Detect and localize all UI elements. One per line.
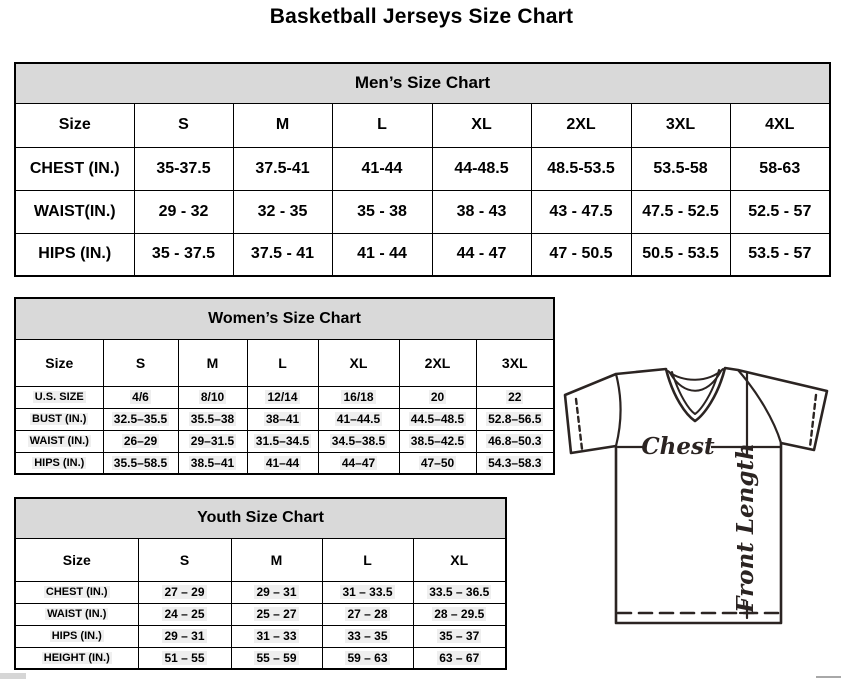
youth-col-size: Size <box>15 538 138 581</box>
row-label <box>15 452 103 474</box>
size-value-cell <box>476 430 554 452</box>
size-value: 44–47 <box>341 455 376 470</box>
youth-size-table <box>14 497 507 670</box>
size-value: 25 – 27 <box>256 607 297 621</box>
size-value-cell <box>399 452 476 474</box>
size-value: 32.5–35.5 <box>113 412 168 426</box>
size-value-cell <box>138 603 231 625</box>
size-value-cell: 53.5-58 <box>631 147 730 190</box>
size-value: 47–50 <box>420 455 455 470</box>
row-label <box>15 625 138 647</box>
size-value-cell <box>138 625 231 647</box>
size-value-cell: 44 - 47 <box>432 233 531 276</box>
size-value: 4/6 <box>132 390 149 404</box>
chest-label: Chest <box>641 433 715 460</box>
row-label <box>15 408 103 430</box>
womens-col-m: M <box>178 339 247 386</box>
size-value-cell <box>247 386 318 408</box>
size-value: 26–29 <box>123 434 158 448</box>
ui-fragment-bottom-left <box>0 673 26 679</box>
size-value-cell <box>178 386 247 408</box>
womens-col-s: S <box>103 339 178 386</box>
size-value: 29 – 31 <box>256 585 297 599</box>
jersey-measurement-diagram <box>555 355 843 635</box>
size-value: 27 – 29 <box>164 585 205 599</box>
mens-size-table <box>14 62 831 277</box>
size-value: 52.8–56.5 <box>488 412 542 426</box>
womens-col-2xl: 2XL <box>399 339 476 386</box>
size-value-cell <box>231 581 322 603</box>
mens-col-2xl: 2XL <box>531 103 631 147</box>
youth-table-title: Youth Size Chart <box>15 498 506 538</box>
size-value-cell <box>103 452 178 474</box>
size-value-cell <box>138 647 231 669</box>
size-value: 29 – 31 <box>164 629 205 643</box>
youth-col-m: M <box>231 538 322 581</box>
size-value: 31.5–34.5 <box>255 434 310 448</box>
mens-col-xl: XL <box>432 103 531 147</box>
womens-waist-row <box>15 430 554 452</box>
size-value-cell <box>318 408 399 430</box>
size-value-cell <box>322 625 413 647</box>
womens-col-size: Size <box>15 339 103 386</box>
row-label <box>15 581 138 603</box>
collar-back-line <box>668 369 723 380</box>
size-value: 55 – 59 <box>256 650 297 665</box>
womens-col-3xl: 3XL <box>476 339 554 386</box>
row-label <box>15 603 138 625</box>
mens-col-s: S <box>134 103 233 147</box>
size-value-cell: 35 - 38 <box>332 190 432 233</box>
size-value-cell <box>413 603 506 625</box>
size-value: 31 – 33 <box>256 629 297 643</box>
size-value-cell: 52.5 - 57 <box>730 190 830 233</box>
size-value-cell <box>413 647 506 669</box>
size-value-cell <box>399 408 476 430</box>
womens-col-xl: XL <box>318 339 399 386</box>
size-value: 31 – 33.5 <box>342 585 393 599</box>
size-value: 12/14 <box>267 390 298 404</box>
size-value-cell: 38 - 43 <box>432 190 531 233</box>
size-value-cell <box>399 430 476 452</box>
row-label <box>15 430 103 452</box>
youth-table-header <box>15 498 506 538</box>
size-value-cell <box>322 603 413 625</box>
size-value-cell: 43 - 47.5 <box>531 190 631 233</box>
size-value-cell <box>178 452 247 474</box>
youth-hips-row <box>15 625 506 647</box>
size-value: 38.5–41 <box>190 455 235 470</box>
size-value: 44.5–48.5 <box>410 412 465 426</box>
size-value: 46.8–50.3 <box>488 434 542 448</box>
mens-chest-row <box>15 147 830 190</box>
size-value-cell: 29 - 32 <box>134 190 233 233</box>
size-value-cell <box>103 386 178 408</box>
size-value-cell: 53.5 - 57 <box>730 233 830 276</box>
womens-hips-row <box>15 452 554 474</box>
mens-col-m: M <box>233 103 332 147</box>
size-value-cell <box>399 386 476 408</box>
size-value-cell: 58-63 <box>730 147 830 190</box>
row-label-text: HIPS (IN.) <box>51 630 102 642</box>
row-label-text: CHEST (IN.) <box>45 586 108 598</box>
youth-column-header-row <box>15 538 506 581</box>
size-value: 63 – 67 <box>439 650 480 665</box>
mens-column-header-row <box>15 103 830 147</box>
size-value-cell <box>178 408 247 430</box>
row-label-text: WAIST (IN.) <box>29 435 89 447</box>
womens-table-header <box>15 298 554 339</box>
size-value: 41–44.5 <box>336 412 381 426</box>
size-value-cell: 47 - 50.5 <box>531 233 631 276</box>
size-value: 22 <box>508 390 522 404</box>
mens-table-title: Men’s Size Chart <box>15 63 830 103</box>
size-value-cell <box>318 430 399 452</box>
youth-waist-row <box>15 603 506 625</box>
mens-hips-row <box>15 233 830 276</box>
row-label-text: HEIGHT (IN.) <box>43 651 110 664</box>
size-value-cell <box>138 581 231 603</box>
youth-col-s: S <box>138 538 231 581</box>
size-value-cell: 48.5-53.5 <box>531 147 631 190</box>
youth-col-xl: XL <box>413 538 506 581</box>
size-value: 59 – 63 <box>347 650 388 665</box>
womens-table-title: Women’s Size Chart <box>15 298 554 339</box>
youth-height-row <box>15 647 506 669</box>
row-label <box>15 647 138 669</box>
size-value: 27 – 28 <box>347 607 388 621</box>
jersey-outline <box>565 368 827 623</box>
size-value-cell: 37.5-41 <box>233 147 332 190</box>
size-value: 28 – 29.5 <box>434 607 485 621</box>
mens-col-size: Size <box>15 103 134 147</box>
womens-column-header-row <box>15 339 554 386</box>
size-value: 35.5–58.5 <box>113 455 168 470</box>
size-value: 16/18 <box>343 390 374 404</box>
size-value-cell <box>178 430 247 452</box>
size-value-cell: 35-37.5 <box>134 147 233 190</box>
size-value: 24 – 25 <box>164 607 205 621</box>
size-value-cell <box>231 647 322 669</box>
youth-col-l: L <box>322 538 413 581</box>
size-value: 41–44 <box>265 455 300 470</box>
youth-chest-row <box>15 581 506 603</box>
page-title: Basketball Jerseys Size Chart <box>269 5 574 28</box>
size-value-cell: 41-44 <box>332 147 432 190</box>
size-value-cell: 44-48.5 <box>432 147 531 190</box>
size-value-cell <box>247 408 318 430</box>
size-value: 35.5–38 <box>190 412 235 426</box>
size-value: 8/10 <box>200 390 225 404</box>
row-label-text: BUST (IN.) <box>32 413 87 425</box>
size-value: 38.5–42.5 <box>410 434 465 448</box>
row-label: CHEST (IN.) <box>15 147 134 190</box>
size-value: 54.3–58.3 <box>488 455 542 470</box>
mens-table-header <box>15 63 830 103</box>
size-value-cell <box>103 408 178 430</box>
ui-fragment-bottom-right <box>816 676 841 678</box>
size-value: 35 – 37 <box>439 629 480 643</box>
row-label-text: WAIST (IN.) <box>47 608 107 620</box>
jersey-diagram-svg <box>555 355 843 635</box>
size-value-cell <box>318 452 399 474</box>
row-label <box>15 386 103 408</box>
size-value-cell <box>231 625 322 647</box>
size-value-cell: 50.5 - 53.5 <box>631 233 730 276</box>
size-value-cell <box>476 408 554 430</box>
size-value-cell <box>476 386 554 408</box>
mens-waist-row <box>15 190 830 233</box>
size-value: 20 <box>430 390 445 404</box>
size-value-cell <box>322 647 413 669</box>
row-label: WAIST(IN.) <box>15 190 134 233</box>
row-label-text: U.S. SIZE <box>34 391 84 403</box>
mens-col-4xl: 4XL <box>730 103 830 147</box>
size-value-cell <box>322 581 413 603</box>
size-value: 38–41 <box>265 412 300 426</box>
row-label-text: HIPS (IN.) <box>34 456 85 469</box>
mens-col-l: L <box>332 103 432 147</box>
size-value: 51 – 55 <box>164 650 205 665</box>
size-value-cell: 37.5 - 41 <box>233 233 332 276</box>
size-value-cell <box>247 452 318 474</box>
mens-col-3xl: 3XL <box>631 103 730 147</box>
front-length-label: Front Length <box>732 443 759 613</box>
size-value-cell <box>103 430 178 452</box>
womens-col-l: L <box>247 339 318 386</box>
size-value: 29–31.5 <box>190 434 235 448</box>
size-value: 33.5 – 36.5 <box>429 585 490 599</box>
size-value-cell <box>413 625 506 647</box>
womens-us-size-row <box>15 386 554 408</box>
size-value: 34.5–38.5 <box>331 434 386 448</box>
size-value-cell: 32 - 35 <box>233 190 332 233</box>
size-value-cell <box>413 581 506 603</box>
size-value-cell <box>318 386 399 408</box>
size-value: 33 – 35 <box>347 629 388 643</box>
size-value-cell: 41 - 44 <box>332 233 432 276</box>
size-value-cell: 47.5 - 52.5 <box>631 190 730 233</box>
row-label: HIPS (IN.) <box>15 233 134 276</box>
size-value-cell <box>247 430 318 452</box>
womens-size-table <box>14 297 555 475</box>
size-value-cell <box>231 603 322 625</box>
womens-bust-row <box>15 408 554 430</box>
size-value-cell: 35 - 37.5 <box>134 233 233 276</box>
size-value-cell <box>476 452 554 474</box>
